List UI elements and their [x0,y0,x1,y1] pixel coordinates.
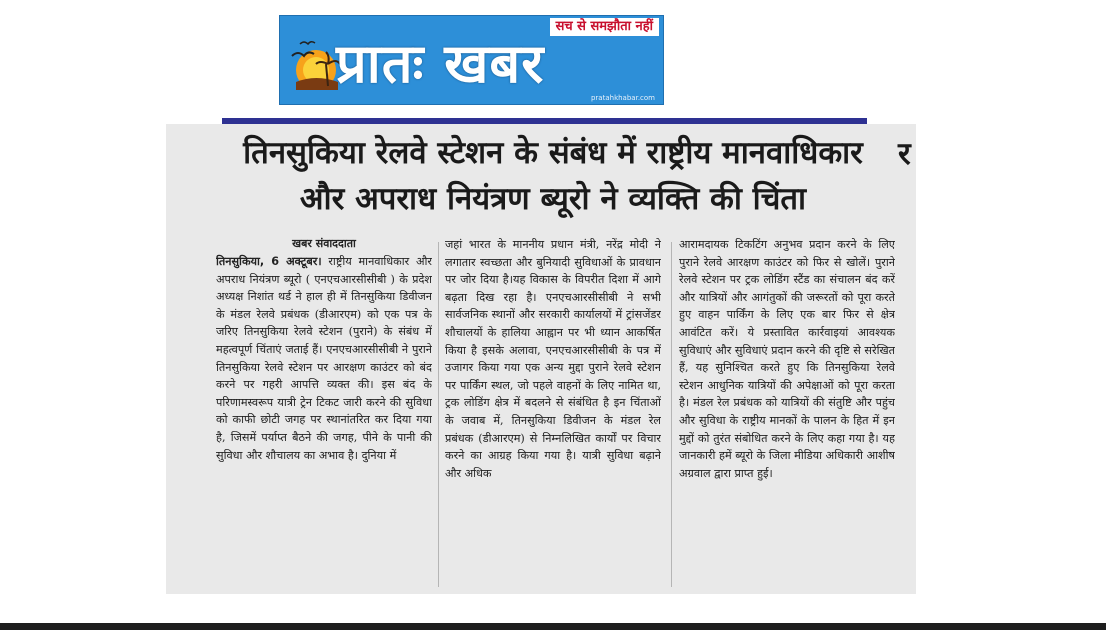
masthead-tagline: सच से समझौता नहीं [550,18,659,36]
article-dateline: तिनसुकिया, 6 अक्टूबर। [216,255,322,268]
article-column-3 [679,236,895,591]
column-2-text: जहां भारत के माननीय प्रधान मंत्री, नरेंद्र मोदी ने लगातार स्वच्छता और बुनियादी सुविधाओं के प्रावधान पर जोर दिया है।यह विकास के विपरीत दिशा में आगे बढ़ता दिख रहा है। एनएचआरसीसीबी ने सभी सार्वजनिक स्थानों और सरकारी कार्यालयों में ट्रांसजेंडर शौचालयों के हालिया आह्वान पर भी ध्यान आकर्षित किया है इसके अलावा, एनएचआरसीसीबी के पत्र में उजागर किया गया एक अन्य मुद्दा पुराने रेलवे स्टेशन पर पार्किंग स्थल, जो पहले वाहनों के लिए नामित था, ट्रक लोडिंग क्षेत्र में बदलने से संबंधित है इन चिंताओं के जवाब में, तिनसुकिया डिवीजन के मंडल रेल प्रबंधक (डीआरएम) से निम्नलिखित कार्यों पर विचार करने का आग्रह किया गया है। यात्री सुविधा बढ़ाने और अधिक [445,238,661,480]
headline-cut-fragment: र [898,136,911,172]
masthead-title: प्रातः खबर [336,32,545,95]
headline-line-2: और अपराध नियंत्रण ब्यूरो ने व्यक्ति की चिंता [299,181,807,217]
article-column-1 [216,236,432,591]
article-column-2 [445,236,661,591]
article-byline: खबर संवाददाता [292,237,356,250]
column-1-text: राष्ट्रीय मानवाधिकार और अपराध नियंत्रण ब्यूरो ( एनएचआरसीसीबी ) के प्रदेश अध्यक्ष निशांत थर्ड ने हाल ही में तिनसुकिया डिवीजन के मंडल रेलवे प्रबंधक (डीआरएम) को एक पत्र के जरिए तिनसुकिया रेलवे स्टेशन (पुराने) के संबंध में महत्वपूर्ण चिंताएं जताई हैं। एनएचआरसीसीबी ने पुराने तिनसुकिया रेलवे स्टेशन पर आरक्षण काउंटर को बंद करने पर गहरी आपत्ति व्यक्त की। इस बंद के परिणामस्वरूप यात्री ट्रेन टिकट जारी करने की सुविधा को काफी छोटी जगह पर स्थानांतरित कर दिया गया है, जिसमें पर्याप्त बैठने की जगह, पीने के पानी की सुविधा और शौचालय का अभाव है। दुनिया में [216,255,432,462]
column-3-text: आरामदायक टिकटिंग अनुभव प्रदान करने के लिए पुराने रेलवे आरक्षण काउंटर को फिर से खोलें। पुराने रेलवे स्टेशन पर ट्रक लोडिंग स्टैंड का संचालन बंद करें और यात्रियों और आगंतुकों की जरूरतों को पूरा करते हुए वाहन पार्किंग के लिए एक बार फिर से क्षेत्र आवंटित करें। ये प्रस्तावित कार्रवाइयां आवश्यक सुविधाएं और सुविधाएं प्रदान करने की दृष्टि से सरेखित हैं, यह सुनिश्चित करते हुए कि तिनसुकिया रेलवे स्टेशन आधुनिक यात्रियों की अपेक्षाओं को पूरा करता है। मंडल रेल प्रबंधक को यात्रियों की संतुष्टि और पहुंच और सुविधा के राष्ट्रीय मानकों के पालन के हित में इन मुद्दों को तुरंत संबोधित करने के लिए कहा गया है। यह जानकारी हमें ब्यूरो के जिला मीडिया अधिकारी आशीष अग्रवाल द्वारा प्राप्त हुई। [679,238,895,480]
column-divider [438,242,439,587]
masthead [279,15,664,105]
masthead-url: pratahkhabar.com [590,94,655,102]
article-headline [208,130,898,222]
news-clipping [166,124,916,594]
bottom-bar [0,623,1106,630]
column-divider [671,242,672,587]
headline-line-1: तिनसुकिया रेलवे स्टेशन के संबंध में राष्ट्रीय मानवाधिकार [243,135,863,171]
